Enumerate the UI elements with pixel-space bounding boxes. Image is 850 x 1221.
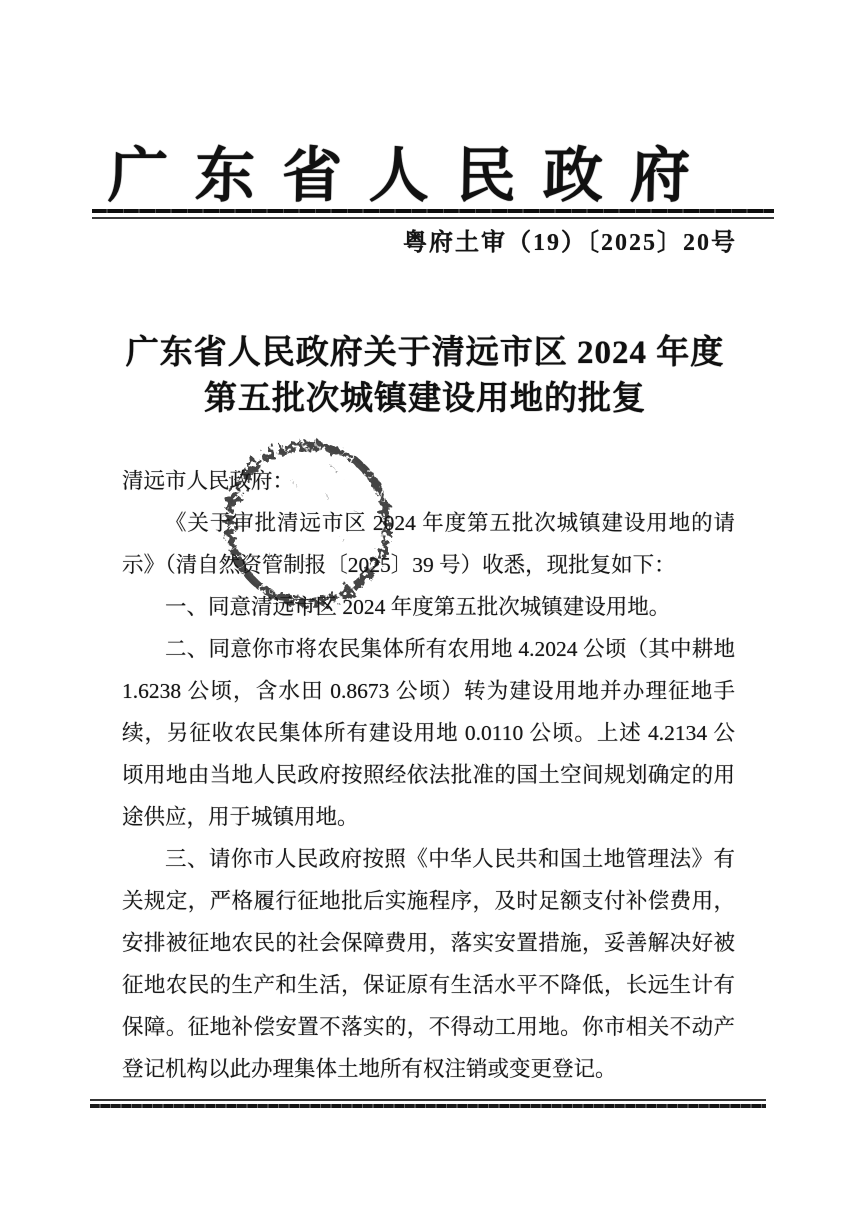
body-line: 1.6238 公顷，含水田 0.8673 公顷）转为建设用地并办理征地手 <box>122 679 735 703</box>
body-line: 关规定，严格履行征地批后实施程序，及时足额支付补偿费用， <box>122 889 735 913</box>
document-title-line-1: 广东省人民政府关于清远市区 2024 年度 <box>125 335 725 371</box>
letterhead-text: 广东省人民政府 <box>106 143 717 209</box>
header-rule-thin <box>92 217 774 219</box>
letterhead-issuer-title <box>0 128 850 214</box>
body-line: 安排被征地农民的社会保障费用，落实安置措施，妥善解决好被 <box>122 931 735 955</box>
body-line: 二、同意你市将农民集体所有农用地 4.2024 公顷（其中耕地 <box>165 637 735 661</box>
body-line: 一、同意清远市区 2024 年度第五批次城镇建设用地。 <box>165 595 671 619</box>
document-reference-number: 粤府土审（19）〔2025〕20号 <box>403 230 737 256</box>
body-line: 登记机构以此办理集体土地所有权注销或变更登记。 <box>122 1057 617 1081</box>
document-title <box>0 330 850 422</box>
body-line: 三、请你市人民政府按照《中华人民共和国土地管理法》有 <box>165 847 735 871</box>
document-body <box>122 460 735 1090</box>
footer-rule-thick <box>90 1104 766 1108</box>
footer-rule-thin <box>90 1099 766 1101</box>
body-line: 示》（清自然资管制报〔2025〕39 号）收悉，现批复如下： <box>122 553 676 577</box>
header-rule-thick <box>92 209 774 213</box>
document-title-line-2: 第五批次城镇建设用地的批复 <box>204 381 646 417</box>
body-line: 途供应，用于城镇用地。 <box>122 805 359 829</box>
body-line: 征地农民的生产和生活，保证原有生活水平不降低，长远生计有 <box>122 973 735 997</box>
body-line: 续，另征收农民集体所有建设用地 0.0110 公顷。上述 4.2134 公 <box>122 721 735 745</box>
body-line: 顷用地由当地人民政府按照经依法批准的国土空间规划确定的用 <box>122 763 735 787</box>
body-line: 《关于审批清远市区 2024 年度第五批次城镇建设用地的请 <box>165 511 735 535</box>
salutation-line: 清远市人民政府： <box>122 469 295 493</box>
body-line: 保障。征地补偿安置不落实的，不得动工用地。你市相关不动产 <box>122 1015 735 1039</box>
